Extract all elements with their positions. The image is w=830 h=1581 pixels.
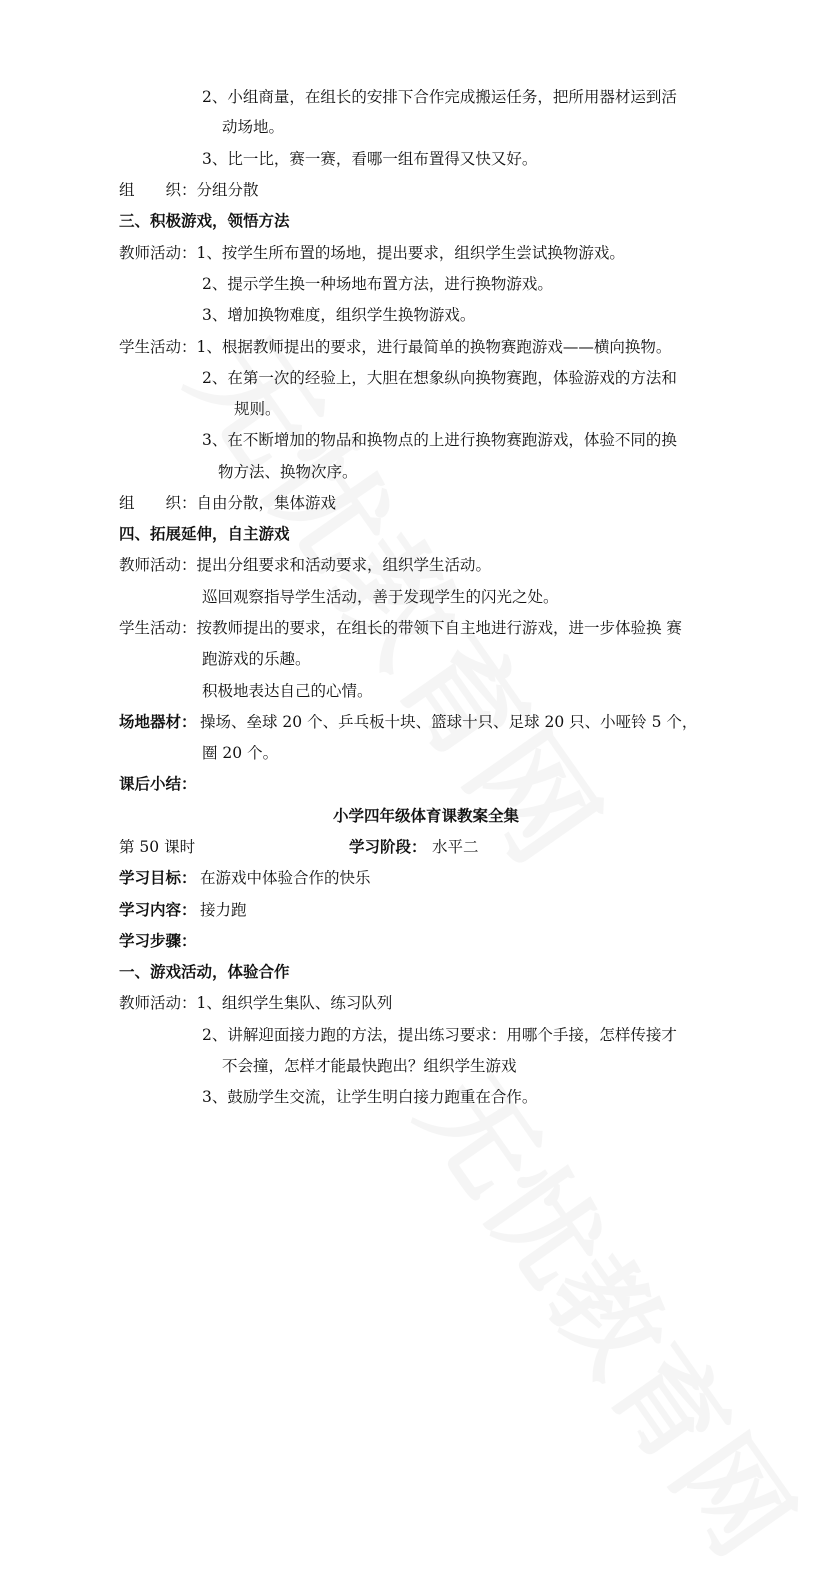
- after-class-summary-label: 课后小结：: [119, 774, 197, 793]
- section-4-teacher-2: 巡回观察指导学生活动，善于发现学生的闪光之处。: [202, 588, 559, 606]
- section-4-student-1: 学生活动：按教师提出的要求，在组长的带领下自主地进行游戏，进一步体验换 赛: [119, 619, 682, 637]
- lesson-teacher-2-line-2: 不会撞，怎样才能最快跑出？组织学生游戏: [222, 1057, 517, 1075]
- equipment-label: 场地器材：: [119, 712, 197, 731]
- student-activity-3-line-2: 物方法、换物次序。: [218, 463, 358, 481]
- student-activity-3-line-1: 3、在不断增加的物品和换物点的上进行换物赛跑游戏，体验不同的换: [202, 431, 677, 449]
- section-4-teacher-1: 教师活动：提出分组要求和活动要求，组织学生活动。: [119, 556, 492, 574]
- section-3-heading: 三、积极游戏，领悟方法: [119, 211, 290, 230]
- steps-label: 学习步骤：: [119, 931, 197, 950]
- equipment-line-1: 操场、垒球 20 个、乒乓板十块、篮球十只、足球 20 只、小哑铃 5 个，: [200, 713, 698, 731]
- teacher-activity-1: 教师活动：1、按学生所布置的场地，提出要求，组织学生尝试换物游戏。: [119, 244, 625, 262]
- organization-line: 组 织：分组分散: [119, 181, 259, 199]
- section-4-student-2: 跑游戏的乐趣。: [202, 650, 311, 668]
- equipment-line-2: 圈 20 个。: [202, 744, 279, 762]
- lesson-title: 小学四年级体育课教案全集: [333, 806, 520, 825]
- lesson-teacher-2-line-1: 2、讲解迎面接力跑的方法，提出练习要求：用哪个手接，怎样传接才: [202, 1026, 677, 1044]
- content-label: 学习内容：: [119, 900, 197, 919]
- section-4-heading: 四、拓展延伸，自主游戏: [119, 524, 290, 543]
- stage-label: 学习阶段：: [349, 837, 427, 856]
- content-value: 接力跑: [200, 901, 247, 919]
- goal-value: 在游戏中体验合作的快乐: [200, 869, 371, 887]
- teacher-activity-3: 3、增加换物难度，组织学生换物游戏。: [202, 306, 476, 324]
- student-activity-2-line-2: 规则。: [234, 400, 281, 418]
- organization-line-3: 组 织：自由分散，集体游戏: [119, 494, 337, 512]
- stage-value: 水平二: [432, 838, 479, 856]
- watermark-bottom: [391, 1040, 830, 1581]
- step-2-line-2: 动场地。: [222, 118, 285, 136]
- goal-label: 学习目标：: [119, 868, 197, 887]
- section-4-student-3: 积极地表达自己的心情。: [202, 682, 373, 700]
- student-activity-2-line-1: 2、在第一次的经验上，大胆在想象纵向换物赛跑，体验游戏的方法和: [202, 369, 677, 387]
- teacher-activity-2: 2、提示学生换一种场地布置方法，进行换物游戏。: [202, 275, 553, 293]
- student-activity-1: 学生活动：1、根据教师提出的要求，进行最简单的换物赛跑游戏——横向换物。: [119, 338, 672, 356]
- lesson-period: 第 50 课时: [119, 838, 196, 856]
- lesson-teacher-3: 3、鼓励学生交流，让学生明白接力跑重在合作。: [202, 1088, 538, 1106]
- lesson-teacher-1: 教师活动：1、组织学生集队、练习队列: [119, 994, 393, 1012]
- lesson-section-1-heading: 一、游戏活动，体验合作: [119, 962, 290, 981]
- step-2-line-1: 2、小组商量，在组长的安排下合作完成搬运任务，把所用器材运到活: [202, 88, 677, 106]
- step-3: 3、比一比，赛一赛，看哪一组布置得又快又好。: [202, 150, 538, 168]
